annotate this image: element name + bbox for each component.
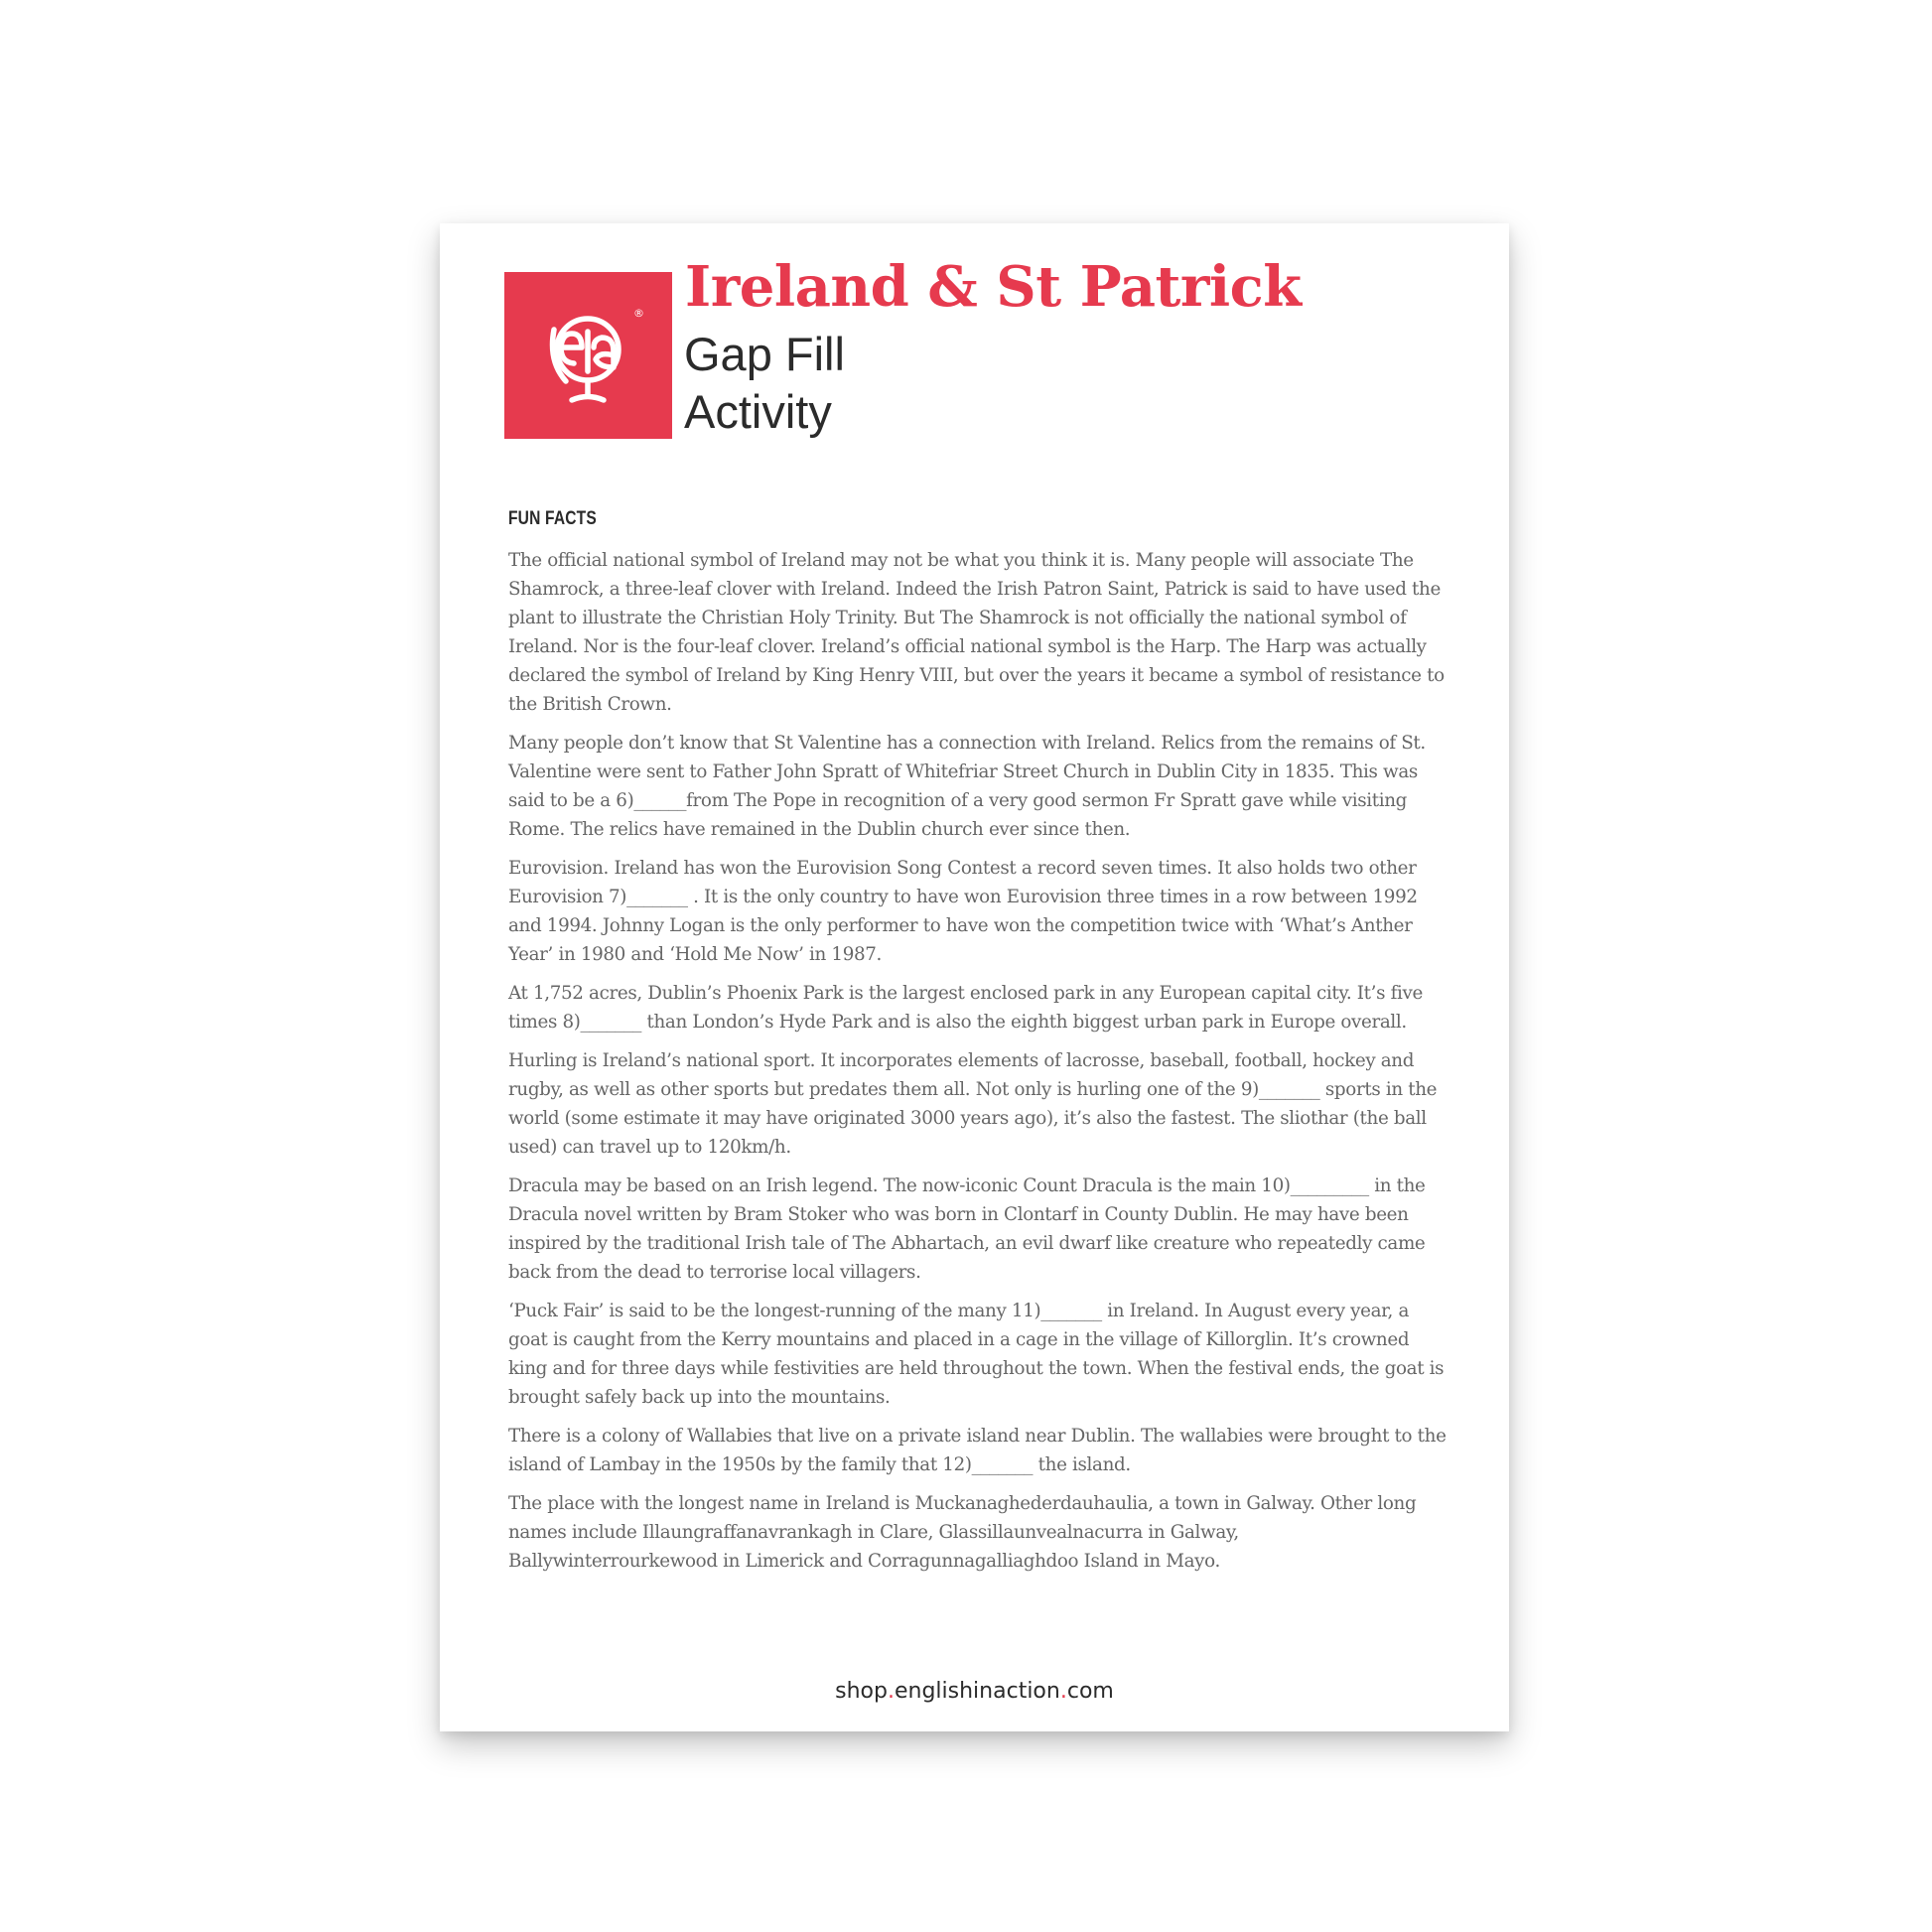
paragraph: Many people don’t know that St Valentine has a connection with Ireland. Relics from the remains of St. Valentine were sent to Father John Spratt of Whitefriar Street Church in Dublin City in 1835. This was said to be a 6)______from The Pope in recognition of a very good sermon Fr Spratt gave while visiting Rome. The relics have remained in the Dublin church ever since then. xyxy=(508,733,1426,840)
fun-facts-body xyxy=(508,546,1451,1586)
page-title: Ireland & St Patrick xyxy=(685,254,1302,320)
subtitle-line-2: Activity xyxy=(684,385,832,438)
paragraph: ‘Puck Fair’ is said to be the longest-running of the many 11)_______ in Ireland. In August every year, a goat is caught from the Kerry mountains and placed in a cage in the village of Killorglin. It’s crowned king and for three days while festivities are held throughout the town. When the festival ends, the goat is brought safely back up into the mountains. xyxy=(508,1301,1445,1408)
subtitle-line-1: Gap Fill xyxy=(684,328,845,380)
section-heading: FUN FACTS xyxy=(508,508,597,529)
paragraph: Dracula may be based on an Irish legend. The now-iconic Count Dracula is the main 10)_________ in the Dracula novel written by Bram Stoker who was born in Clontarf in County Dublin. He may have been inspired by the traditional Irish tale of The Abhartach, an evil dwarf like creature who repeatedly came back from the dead to terrorise local villagers. xyxy=(508,1175,1426,1283)
eia-globe-logo-icon xyxy=(504,272,672,439)
svg-text:®: ® xyxy=(633,307,644,320)
paragraph: Hurling is Ireland’s national sport. It incorporates elements of lacrosse, baseball, football, hockey and rugby, as well as other sports but predates them all. Not only is hurling one of the 9)_______ sports in the world (some estimate it may have originated 3000 years ago), it’s also the fastest. The sliothar (the ball used) can travel up to 120km/h. xyxy=(508,1050,1438,1158)
worksheet-page xyxy=(440,223,1509,1731)
logo xyxy=(504,272,672,439)
footer-url-dot: . xyxy=(887,1679,895,1704)
footer-url-part: shop xyxy=(835,1679,888,1704)
paragraph: At 1,752 acres, Dublin’s Phoenix Park is the largest enclosed park in any European capital city. It’s five times 8)_______ than London’s Hyde Park and is also the eighth biggest urban park in Europe overall. xyxy=(508,983,1423,1033)
footer-url xyxy=(440,1681,1509,1703)
paragraph: The official national symbol of Ireland may not be what you think it is. Many people will associate The Shamrock, a three-leaf clover with Ireland. Indeed the Irish Patron Saint, Patrick is said to have used the plant to illustrate the Christian Holy Trinity. But The Shamrock is not officially the national symbol of Ireland. Nor is the four-leaf clover. Ireland’s official national symbol is the Harp. The Harp was actually declared the symbol of Ireland by King Henry VIII, but over the years it became a symbol of resistance to the British Crown. xyxy=(508,550,1445,715)
footer-url-part: englishinaction xyxy=(894,1679,1060,1704)
paragraph: The place with the longest name in Ireland is Muckanaghederdauhaulia, a town in Galway. Other long names include Illaungraffanavrankagh in Clare, Glassillaunvealnacurra in Galway, Ballywinterrourkewood in Limerick and Corragunnagalliaghdoo Island in Mayo. xyxy=(508,1493,1417,1572)
footer-url-dot: . xyxy=(1059,1679,1067,1704)
paragraph: Eurovision. Ireland has won the Eurovision Song Contest a record seven times. It also holds two other Eurovision 7)_______ . It is the only country to have won Eurovision three times in a row between 1992 and 1994. Johnny Logan is the only performer to have won the competition twice with ‘What’s Anther Year’ in 1980 and ‘Hold Me Now’ in 1987. xyxy=(508,858,1418,965)
paragraph: There is a colony of Wallabies that live on a private island near Dublin. The wallabies were brought to the island of Lambay in the 1950s by the family that 12)_______ the island. xyxy=(508,1426,1447,1475)
footer-url-part: com xyxy=(1066,1679,1114,1704)
